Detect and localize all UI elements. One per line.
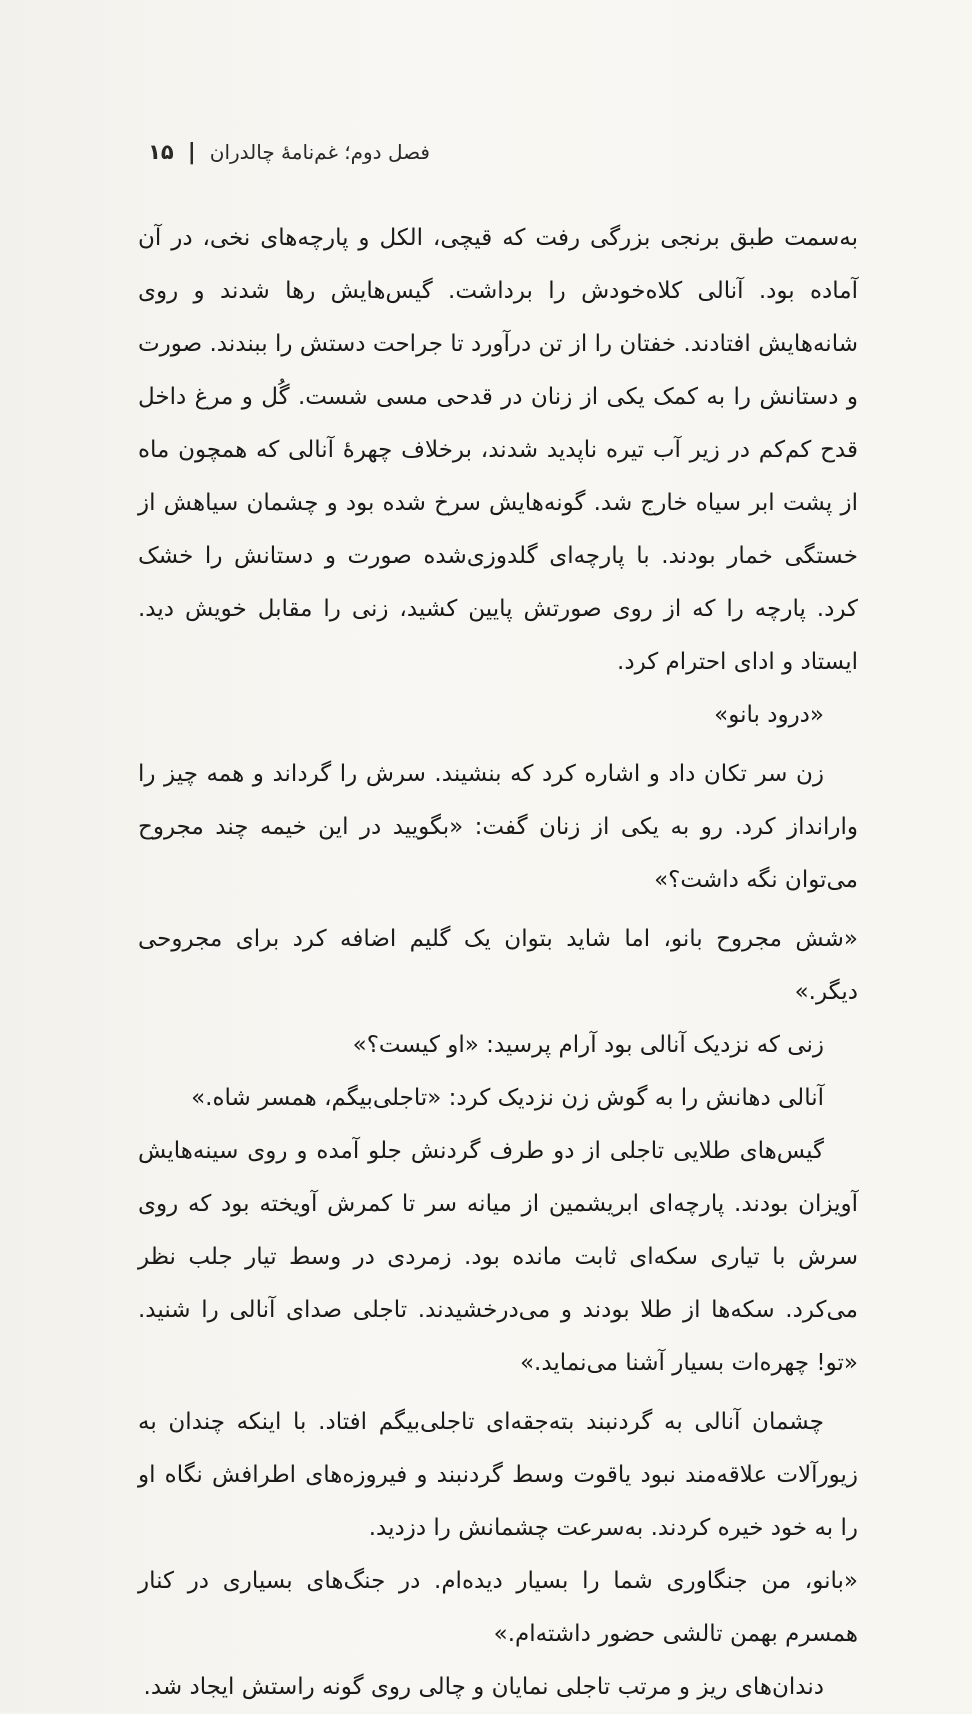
paragraph: گیس‌های طلایی تاجلی از دو طرف گردنش جلو آمده و روی سینه‌هایش آویزان بودند. پارچه‌ای ابریشمین از میانه سر تا کمرش آویخته بود که روی سرش با تیاری سکه‌ای ثابت مانده بود. زمردی در وسط تیار جلب نظر می‌کرد. سکه‌ها از طلا بودند و می‌درخشیدند. تاجلی صدای آنالی را شنید. «تو! چهره‌ات بسیار آشنا می‌نماید.»	[138, 1138, 858, 1376]
dialogue-line: زنی که نزدیک آنالی بود آرام پرسید: «او کیست؟»	[352, 1032, 824, 1058]
body-text	[138, 212, 858, 1714]
paragraph: دندان‌های ریز و مرتب تاجلی نمایان و چالی روی گونه راستش ایجاد شد.	[143, 1674, 824, 1700]
page-number: ۱۵	[148, 140, 174, 164]
dialogue-line: «بانو، من جنگاوری شما را بسیار دیده‌ام. در جنگ‌های بسیاری در کنار همسرم بهمن تالشی حضور داشته‌ام.»	[138, 1568, 858, 1647]
header-separator: |	[187, 139, 196, 165]
dialogue-line: «درود بانو»	[714, 702, 824, 728]
dialogue-line: «شش مجروح بانو، اما شاید بتوان یک گلیم اضافه کرد برای مجروحی دیگر.»	[138, 926, 858, 1005]
page-header	[140, 132, 430, 172]
paragraph: زن سر تکان داد و اشاره کرد که بنشیند. سرش را گرداند و همه چیز را وارانداز کرد. رو به یکی از زنان گفت: «بگویید در این خیمه چند مجروح می‌توان نگه داشت؟»	[138, 761, 858, 893]
paragraph: چشمان آنالی به گردنبند بته‌جقه‌ای تاجلی‌بیگم افتاد. با اینکه چندان به زیورآلات علاقه‌مند نبود یاقوت وسط گردنبند و فیروزه‌های اطرافش نگاه او را به خود خیره کردند. به‌سرعت چشمانش را دزدید.	[138, 1409, 858, 1541]
paragraph: به‌سمت طبق برنجی بزرگی رفت که قیچی، الکل و پارچه‌های نخی، در آن آماده بود. آنالی کلاه‌خودش را برداشت. گیس‌هایش رها شدند و روی شانه‌هایش افتادند. خفتان را از تن درآورد تا جراحت دستش را ببندند. صورت و دستانش را به کمک یکی از زنان در قدحی مسی شست. گُل و مرغ داخل قدح کم‌کم در زیر آب تیره ناپدید شدند، برخلاف چهرهٔ آنالی که همچون ماه از پشت ابر سیاه خارج شد. گونه‌هایش سرخ شده بود و چشمان سیاهش از خستگی خمار بودند. با پارچه‌ای گلدوزی‌شده صورت و دستانش را خشک کرد. پارچه را که از روی صورتش پایین کشید، زنی را مقابل خویش دید. ایستاد و ادای احترام کرد.	[138, 225, 858, 675]
dialogue-line: آنالی دهانش را به گوش زن نزدیک کرد: «تاجلی‌بیگم، همسر شاه.»	[191, 1085, 824, 1111]
chapter-title: فصل دوم؛ غم‌نامهٔ چالدران	[209, 140, 430, 164]
